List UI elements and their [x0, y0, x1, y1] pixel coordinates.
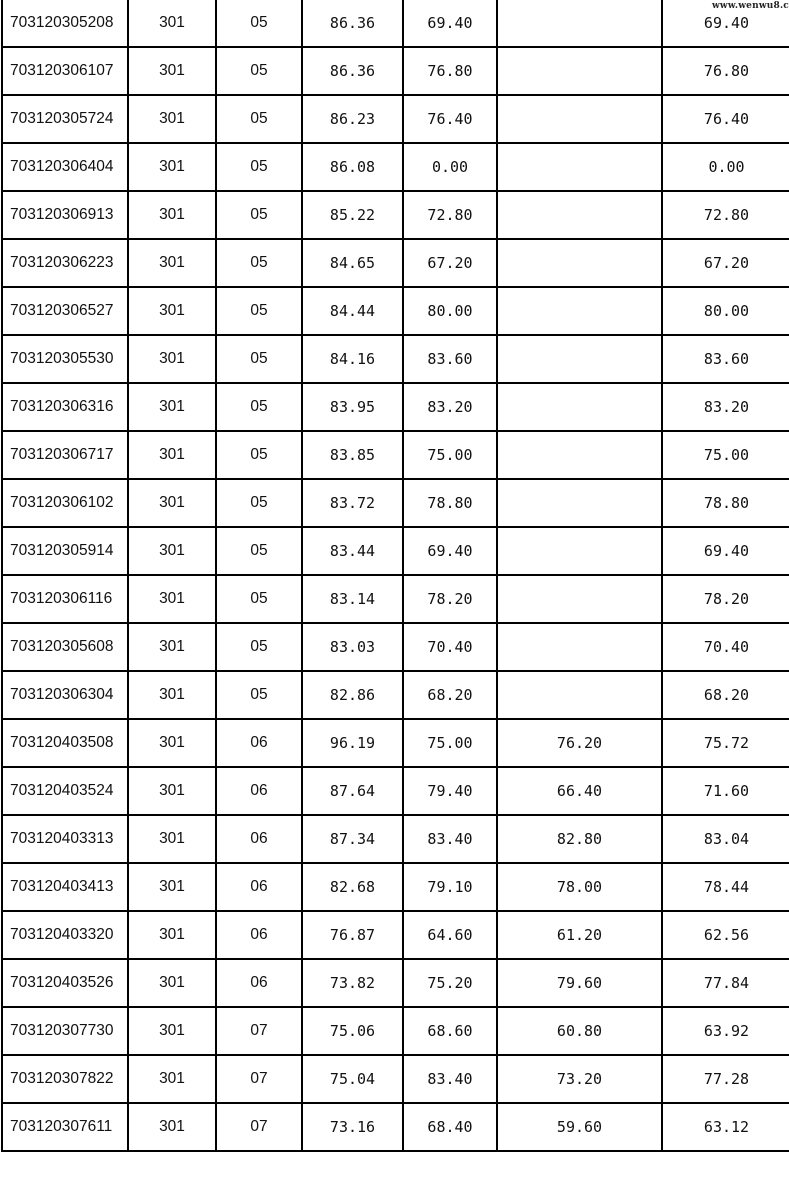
score-2-cell: 83.60 [403, 335, 497, 383]
table-row [2, 47, 789, 95]
score-1-cell: 83.72 [302, 479, 403, 527]
position-code-cell: 301 [128, 479, 216, 527]
group-code-cell: 06 [216, 767, 302, 815]
group-code-cell: 05 [216, 47, 302, 95]
table-row [2, 0, 789, 47]
total-score-cell: 69.40 [662, 0, 789, 47]
score-3-cell [497, 335, 662, 383]
position-code-cell: 301 [128, 47, 216, 95]
total-score-cell: 71.60 [662, 767, 789, 815]
group-code-cell: 07 [216, 1103, 302, 1151]
score-3-cell: 82.80 [497, 815, 662, 863]
score-2-cell: 79.10 [403, 863, 497, 911]
score-2-cell: 68.60 [403, 1007, 497, 1055]
score-2-cell: 64.60 [403, 911, 497, 959]
table-row [2, 863, 789, 911]
score-3-cell: 66.40 [497, 767, 662, 815]
table-row [2, 671, 789, 719]
total-score-cell: 83.60 [662, 335, 789, 383]
score-2-cell: 83.40 [403, 815, 497, 863]
candidate-id-cell: 703120306717 [2, 431, 128, 479]
score-2-cell: 75.00 [403, 719, 497, 767]
score-3-cell [497, 623, 662, 671]
candidate-id-cell: 703120306913 [2, 191, 128, 239]
position-code-cell: 301 [128, 1103, 216, 1151]
score-3-cell [497, 47, 662, 95]
group-code-cell: 05 [216, 431, 302, 479]
total-score-cell: 78.44 [662, 863, 789, 911]
score-3-cell: 76.20 [497, 719, 662, 767]
candidate-id-cell: 703120305530 [2, 335, 128, 383]
group-code-cell: 05 [216, 143, 302, 191]
score-1-cell: 96.19 [302, 719, 403, 767]
score-1-cell: 73.16 [302, 1103, 403, 1151]
score-1-cell: 75.06 [302, 1007, 403, 1055]
candidate-id-cell: 703120306527 [2, 287, 128, 335]
table-row [2, 1103, 789, 1151]
group-code-cell: 05 [216, 95, 302, 143]
total-score-cell: 83.04 [662, 815, 789, 863]
score-3-cell [497, 143, 662, 191]
score-1-cell: 73.82 [302, 959, 403, 1007]
score-1-cell: 86.08 [302, 143, 403, 191]
group-code-cell: 07 [216, 1055, 302, 1103]
position-code-cell: 301 [128, 815, 216, 863]
position-code-cell: 301 [128, 191, 216, 239]
group-code-cell: 05 [216, 383, 302, 431]
position-code-cell: 301 [128, 95, 216, 143]
score-2-cell: 76.40 [403, 95, 497, 143]
score-3-cell: 59.60 [497, 1103, 662, 1151]
score-1-cell: 86.23 [302, 95, 403, 143]
total-score-cell: 67.20 [662, 239, 789, 287]
score-2-cell: 70.40 [403, 623, 497, 671]
table-row [2, 335, 789, 383]
total-score-cell: 76.80 [662, 47, 789, 95]
table-row [2, 95, 789, 143]
total-score-cell: 68.20 [662, 671, 789, 719]
total-score-cell: 78.80 [662, 479, 789, 527]
position-code-cell: 301 [128, 383, 216, 431]
position-code-cell: 301 [128, 959, 216, 1007]
candidate-id-cell: 703120306107 [2, 47, 128, 95]
score-1-cell: 83.14 [302, 575, 403, 623]
position-code-cell: 301 [128, 575, 216, 623]
table-row [2, 959, 789, 1007]
group-code-cell: 05 [216, 575, 302, 623]
score-3-cell [497, 527, 662, 575]
total-score-cell: 70.40 [662, 623, 789, 671]
score-3-cell [497, 95, 662, 143]
table-row [2, 575, 789, 623]
position-code-cell: 301 [128, 527, 216, 575]
table-row [2, 383, 789, 431]
table-row [2, 479, 789, 527]
table-row [2, 719, 789, 767]
score-1-cell: 84.44 [302, 287, 403, 335]
position-code-cell: 301 [128, 911, 216, 959]
score-3-cell [497, 0, 662, 47]
score-2-cell: 78.80 [403, 479, 497, 527]
group-code-cell: 06 [216, 959, 302, 1007]
candidate-id-cell: 703120403320 [2, 911, 128, 959]
group-code-cell: 06 [216, 815, 302, 863]
position-code-cell: 301 [128, 623, 216, 671]
candidate-id-cell: 703120306116 [2, 575, 128, 623]
score-1-cell: 87.64 [302, 767, 403, 815]
score-2-cell: 83.40 [403, 1055, 497, 1103]
total-score-cell: 78.20 [662, 575, 789, 623]
score-table [1, 0, 789, 1152]
score-3-cell: 60.80 [497, 1007, 662, 1055]
score-2-cell: 67.20 [403, 239, 497, 287]
group-code-cell: 05 [216, 623, 302, 671]
position-code-cell: 301 [128, 287, 216, 335]
candidate-id-cell: 703120305914 [2, 527, 128, 575]
candidate-id-cell: 703120305724 [2, 95, 128, 143]
table-row [2, 815, 789, 863]
score-1-cell: 83.03 [302, 623, 403, 671]
score-3-cell [497, 239, 662, 287]
position-code-cell: 301 [128, 335, 216, 383]
score-2-cell: 69.40 [403, 0, 497, 47]
score-1-cell: 82.86 [302, 671, 403, 719]
position-code-cell: 301 [128, 767, 216, 815]
position-code-cell: 301 [128, 239, 216, 287]
total-score-cell: 80.00 [662, 287, 789, 335]
score-2-cell: 72.80 [403, 191, 497, 239]
candidate-id-cell: 703120307822 [2, 1055, 128, 1103]
score-3-cell [497, 575, 662, 623]
group-code-cell: 05 [216, 239, 302, 287]
score-1-cell: 75.04 [302, 1055, 403, 1103]
table-row [2, 1055, 789, 1103]
group-code-cell: 05 [216, 287, 302, 335]
position-code-cell: 301 [128, 863, 216, 911]
table-row [2, 527, 789, 575]
table-body [2, 0, 789, 1151]
score-3-cell: 73.20 [497, 1055, 662, 1103]
score-3-cell [497, 671, 662, 719]
total-score-cell: 75.72 [662, 719, 789, 767]
score-2-cell: 68.20 [403, 671, 497, 719]
score-3-cell [497, 431, 662, 479]
total-score-cell: 76.40 [662, 95, 789, 143]
score-1-cell: 84.16 [302, 335, 403, 383]
total-score-cell: 75.00 [662, 431, 789, 479]
table-row [2, 1007, 789, 1055]
position-code-cell: 301 [128, 143, 216, 191]
score-2-cell: 75.00 [403, 431, 497, 479]
score-2-cell: 79.40 [403, 767, 497, 815]
candidate-id-cell: 703120403526 [2, 959, 128, 1007]
candidate-id-cell: 703120306304 [2, 671, 128, 719]
score-1-cell: 76.87 [302, 911, 403, 959]
position-code-cell: 301 [128, 719, 216, 767]
total-score-cell: 83.20 [662, 383, 789, 431]
table-row [2, 239, 789, 287]
score-3-cell [497, 287, 662, 335]
candidate-id-cell: 703120403524 [2, 767, 128, 815]
score-2-cell: 76.80 [403, 47, 497, 95]
candidate-id-cell: 703120403413 [2, 863, 128, 911]
score-3-cell [497, 191, 662, 239]
group-code-cell: 06 [216, 863, 302, 911]
candidate-id-cell: 703120306102 [2, 479, 128, 527]
score-1-cell: 83.85 [302, 431, 403, 479]
score-2-cell: 75.20 [403, 959, 497, 1007]
total-score-cell: 72.80 [662, 191, 789, 239]
score-1-cell: 83.95 [302, 383, 403, 431]
position-code-cell: 301 [128, 0, 216, 47]
score-2-cell: 78.20 [403, 575, 497, 623]
table-row [2, 911, 789, 959]
score-1-cell: 85.22 [302, 191, 403, 239]
score-2-cell: 69.40 [403, 527, 497, 575]
watermark-text: www.wenwu8.c [711, 1, 789, 11]
score-2-cell: 68.40 [403, 1103, 497, 1151]
total-score-cell: 63.92 [662, 1007, 789, 1055]
group-code-cell: 05 [216, 0, 302, 47]
score-3-cell: 61.20 [497, 911, 662, 959]
score-3-cell: 78.00 [497, 863, 662, 911]
total-score-cell: 0.00 [662, 143, 789, 191]
total-score-cell: 77.84 [662, 959, 789, 1007]
group-code-cell: 05 [216, 335, 302, 383]
score-2-cell: 0.00 [403, 143, 497, 191]
score-1-cell: 82.68 [302, 863, 403, 911]
candidate-id-cell: 703120306316 [2, 383, 128, 431]
table-row [2, 287, 789, 335]
candidate-id-cell: 703120307611 [2, 1103, 128, 1151]
table-row [2, 431, 789, 479]
table-row [2, 767, 789, 815]
group-code-cell: 05 [216, 671, 302, 719]
total-score-cell: 63.12 [662, 1103, 789, 1151]
score-2-cell: 83.20 [403, 383, 497, 431]
total-score-cell: 62.56 [662, 911, 789, 959]
score-3-cell [497, 383, 662, 431]
candidate-id-cell: 703120403313 [2, 815, 128, 863]
table-row [2, 191, 789, 239]
position-code-cell: 301 [128, 1055, 216, 1103]
group-code-cell: 06 [216, 719, 302, 767]
score-1-cell: 84.65 [302, 239, 403, 287]
score-1-cell: 86.36 [302, 0, 403, 47]
table-row [2, 143, 789, 191]
total-score-cell: 69.40 [662, 527, 789, 575]
group-code-cell: 06 [216, 911, 302, 959]
candidate-id-cell: 703120305608 [2, 623, 128, 671]
position-code-cell: 301 [128, 1007, 216, 1055]
group-code-cell: 05 [216, 191, 302, 239]
score-3-cell: 79.60 [497, 959, 662, 1007]
table-row [2, 623, 789, 671]
position-code-cell: 301 [128, 671, 216, 719]
score-3-cell [497, 479, 662, 527]
score-1-cell: 83.44 [302, 527, 403, 575]
score-1-cell: 86.36 [302, 47, 403, 95]
score-2-cell: 80.00 [403, 287, 497, 335]
candidate-id-cell: 703120403508 [2, 719, 128, 767]
candidate-id-cell: 703120305208 [2, 0, 128, 47]
candidate-id-cell: 703120306404 [2, 143, 128, 191]
candidate-id-cell: 703120306223 [2, 239, 128, 287]
group-code-cell: 05 [216, 479, 302, 527]
score-1-cell: 87.34 [302, 815, 403, 863]
group-code-cell: 05 [216, 527, 302, 575]
position-code-cell: 301 [128, 431, 216, 479]
group-code-cell: 07 [216, 1007, 302, 1055]
total-score-cell: 77.28 [662, 1055, 789, 1103]
candidate-id-cell: 703120307730 [2, 1007, 128, 1055]
